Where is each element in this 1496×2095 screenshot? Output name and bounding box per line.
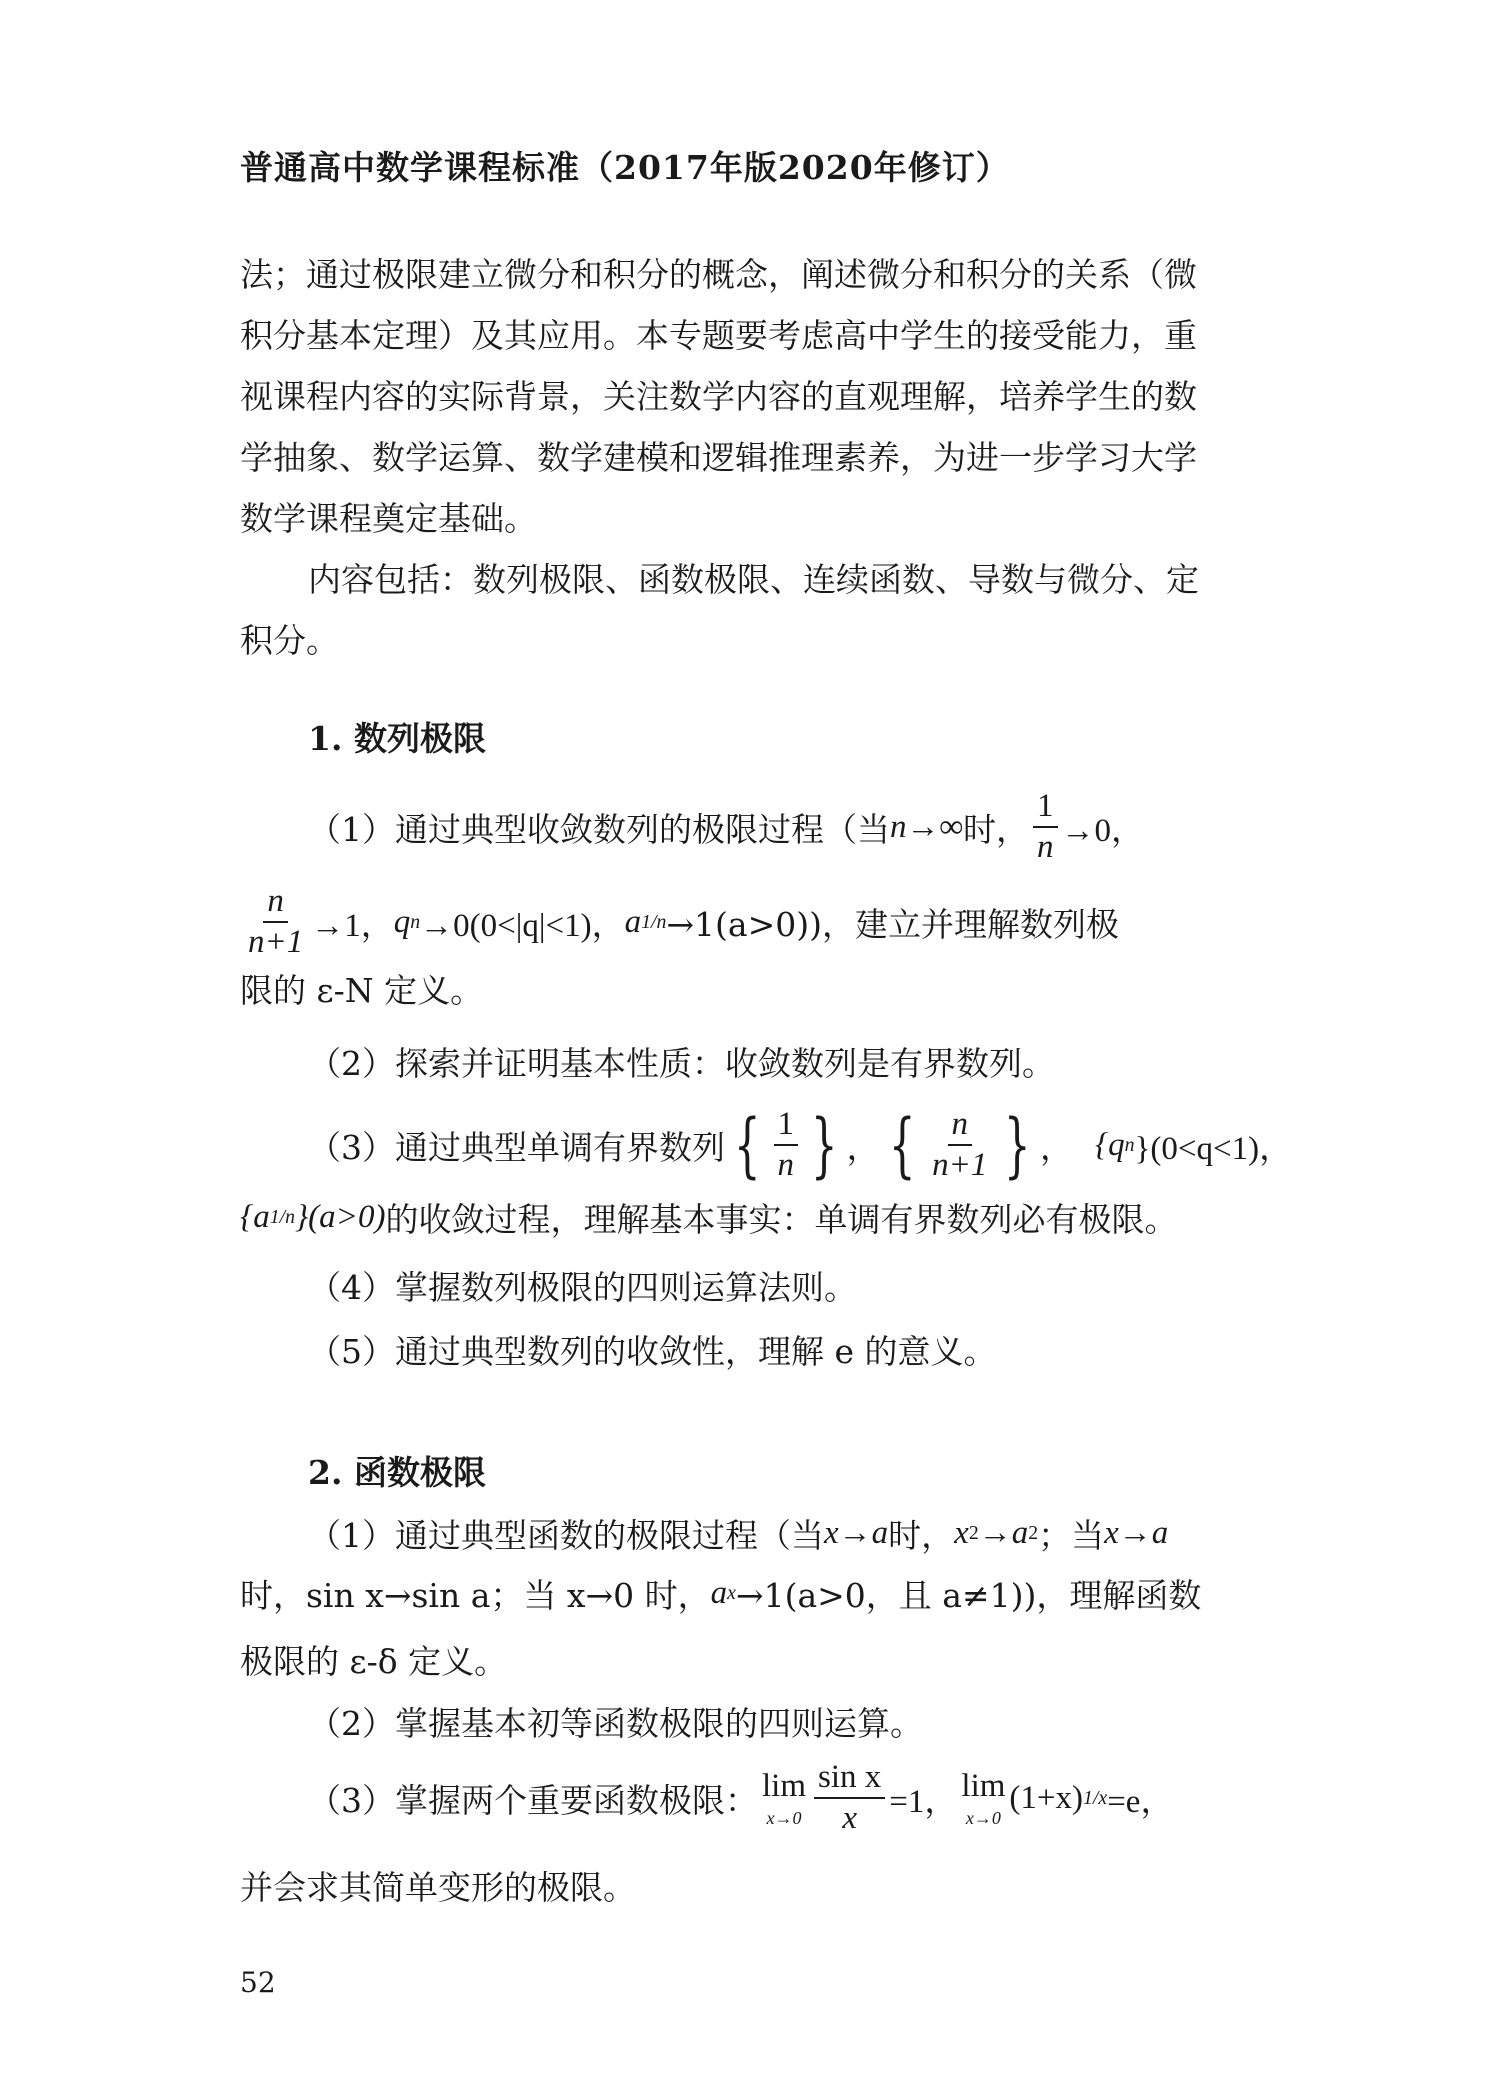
text: ；当 bbox=[1038, 1515, 1105, 1555]
numerator: 1 bbox=[774, 1107, 799, 1146]
numerator: sin x bbox=[814, 1760, 885, 1799]
lim-subscript: x→0 bbox=[965, 1807, 1001, 1828]
numerator: 1 bbox=[1033, 789, 1058, 828]
right-brace: } bbox=[1004, 1104, 1032, 1186]
denominator: n+1 bbox=[248, 924, 304, 960]
left-brace: { bbox=[888, 1104, 916, 1186]
s2-item1-line2: 时，sin x→sin a；当 x→0 时， a x →1(a>0，且 a≠1))，理解函数 bbox=[240, 1558, 1201, 1628]
s1-item5: （5）通过典型数列的收敛性，理解 e 的意义。 bbox=[308, 1332, 997, 1371]
text: →0， bbox=[1061, 812, 1145, 849]
text: (1+x) bbox=[1009, 1779, 1084, 1816]
fraction-n-over-n-plus-1 bbox=[244, 884, 307, 959]
math: →a bbox=[978, 1514, 1029, 1551]
math-a: a bbox=[710, 1574, 728, 1611]
text: →1(a>0，且 a≠1))，理解函数 bbox=[735, 1575, 1202, 1615]
text: =e， bbox=[1107, 1783, 1174, 1820]
text: =1， bbox=[889, 1783, 958, 1820]
text: ， bbox=[1039, 1127, 1073, 1167]
math: x→a bbox=[824, 1514, 889, 1551]
intro-line: 学抽象、数学运算、数学建模和逻辑推理素养，为进一步学习大学 bbox=[240, 438, 1197, 477]
text: }(0<q<1)， bbox=[1134, 1130, 1293, 1167]
math: x→a bbox=[1104, 1514, 1169, 1551]
text: （1）通过典型函数的极限过程（当 bbox=[308, 1515, 824, 1555]
s2-item2: （2）掌握基本初等函数极限的四则运算。 bbox=[308, 1704, 923, 1743]
denominator: n bbox=[777, 1147, 795, 1183]
s2-item3-line2: 并会求其简单变形的极限。 bbox=[240, 1868, 636, 1907]
intro-line: 法；通过极限建立微分和积分的概念，阐述微分和积分的关系（微 bbox=[240, 255, 1197, 294]
intro-line: 数学课程奠定基础。 bbox=[240, 499, 537, 538]
fraction-1-over-n bbox=[1033, 789, 1058, 864]
page-header-title: 普通高中数学课程标准（2017年版2020年修订） bbox=[240, 148, 1010, 187]
lim-text: lim bbox=[961, 1767, 1006, 1804]
lim-subscript: x→0 bbox=[766, 1807, 802, 1828]
content-line: 积分。 bbox=[240, 621, 339, 660]
text: （3）掌握两个重要函数极限： bbox=[308, 1780, 758, 1820]
math-x: x bbox=[954, 1514, 969, 1551]
right-brace: } bbox=[810, 1104, 838, 1186]
set-q-n: {q bbox=[1094, 1126, 1125, 1163]
s1-item1-line3: 限的 ε-N 定义。 bbox=[240, 971, 484, 1010]
limit-operator bbox=[762, 1767, 807, 1828]
set-n-over-n-plus-1 bbox=[880, 1104, 1040, 1186]
fraction bbox=[928, 1107, 991, 1182]
text: （1）通过典型收敛数列的极限过程（当 bbox=[308, 809, 890, 849]
numerator: n bbox=[948, 1107, 973, 1146]
text: →1(a>0))，建立并理解数列极 bbox=[666, 904, 1119, 944]
intro-paragraph bbox=[240, 244, 1260, 671]
math-n-to-infinity: n→∞ bbox=[890, 808, 964, 845]
set-1-over-n bbox=[725, 1104, 847, 1186]
s1-item1-line1 bbox=[308, 788, 1145, 865]
section-2-heading: 2. 函数极限 bbox=[308, 1453, 486, 1492]
text: →1， bbox=[311, 907, 394, 944]
s2-item1-line1: （1）通过典型函数的极限过程（当 x→a 时， x 2 →a 2 ；当 x→a bbox=[308, 1498, 1168, 1568]
text: }(a>0) bbox=[294, 1198, 386, 1235]
text: 时， bbox=[888, 1515, 955, 1555]
math-a: a bbox=[624, 903, 642, 940]
text: 时，sin x→sin a；当 x→0 时， bbox=[240, 1575, 711, 1615]
text: →0(0<|q|<1)， bbox=[420, 907, 625, 944]
text: （3）通过典型单调有界数列 bbox=[308, 1127, 725, 1167]
fraction-sinx-over-x bbox=[814, 1760, 885, 1835]
s1-item2: （2）探索并证明基本性质：收敛数列是有界数列。 bbox=[308, 1044, 1055, 1083]
intro-line: 视课程内容的实际背景，关注数学内容的直观理解，培养学生的数 bbox=[240, 377, 1197, 416]
s1-item3-line1: （3）通过典型单调有界数列 { $\frac{1}{n}$ } ， { $\frac{n}{n+1}$ } ， {q n }(0<q<1)， bbox=[308, 1104, 1293, 1186]
s2-item1-line3: 极限的 ε-δ 定义。 bbox=[240, 1642, 508, 1681]
content-line: 内容包括：数列极限、函数极限、连续函数、导数与微分、定 bbox=[308, 560, 1199, 599]
limit-operator bbox=[961, 1767, 1006, 1828]
text: ， bbox=[846, 1127, 880, 1167]
fraction bbox=[774, 1107, 799, 1182]
s1-item3-line2: {a 1/n }(a>0) 的收敛过程，理解基本事实：单调有界数列必有极限。 bbox=[240, 1182, 1177, 1252]
text: 时， bbox=[963, 809, 1030, 849]
s2-item3-line1: （3）掌握两个重要函数极限： lim x→0 $\frac{\text{sin x}}{x}$ =1， lim x→0 (1+x) 1/x =e， bbox=[308, 1759, 1174, 1836]
numerator: n bbox=[263, 884, 288, 923]
set-a: {a bbox=[240, 1198, 270, 1235]
text: 的收敛过程，理解基本事实：单调有界数列必有极限。 bbox=[385, 1199, 1178, 1239]
denominator: n+1 bbox=[932, 1147, 988, 1183]
denominator: n bbox=[1037, 829, 1054, 865]
page-number: 52 bbox=[240, 1966, 276, 1999]
s1-item4: （4）掌握数列极限的四则运算法则。 bbox=[308, 1268, 857, 1307]
math-q: q bbox=[393, 903, 411, 940]
section-1-heading: 1. 数列极限 bbox=[308, 719, 486, 758]
left-brace: { bbox=[733, 1104, 761, 1186]
denominator: x bbox=[842, 1800, 857, 1836]
intro-line: 积分基本定理）及其应用。本专题要考虑高中学生的接受能力，重 bbox=[240, 316, 1197, 355]
lim-text: lim bbox=[762, 1767, 807, 1804]
s1-item1-line2: $\frac{n}{n+1}$ →1， q n →0(0<|q|<1)， a 1/n →1(a>0))，建立并理解数列极 bbox=[240, 887, 1119, 957]
